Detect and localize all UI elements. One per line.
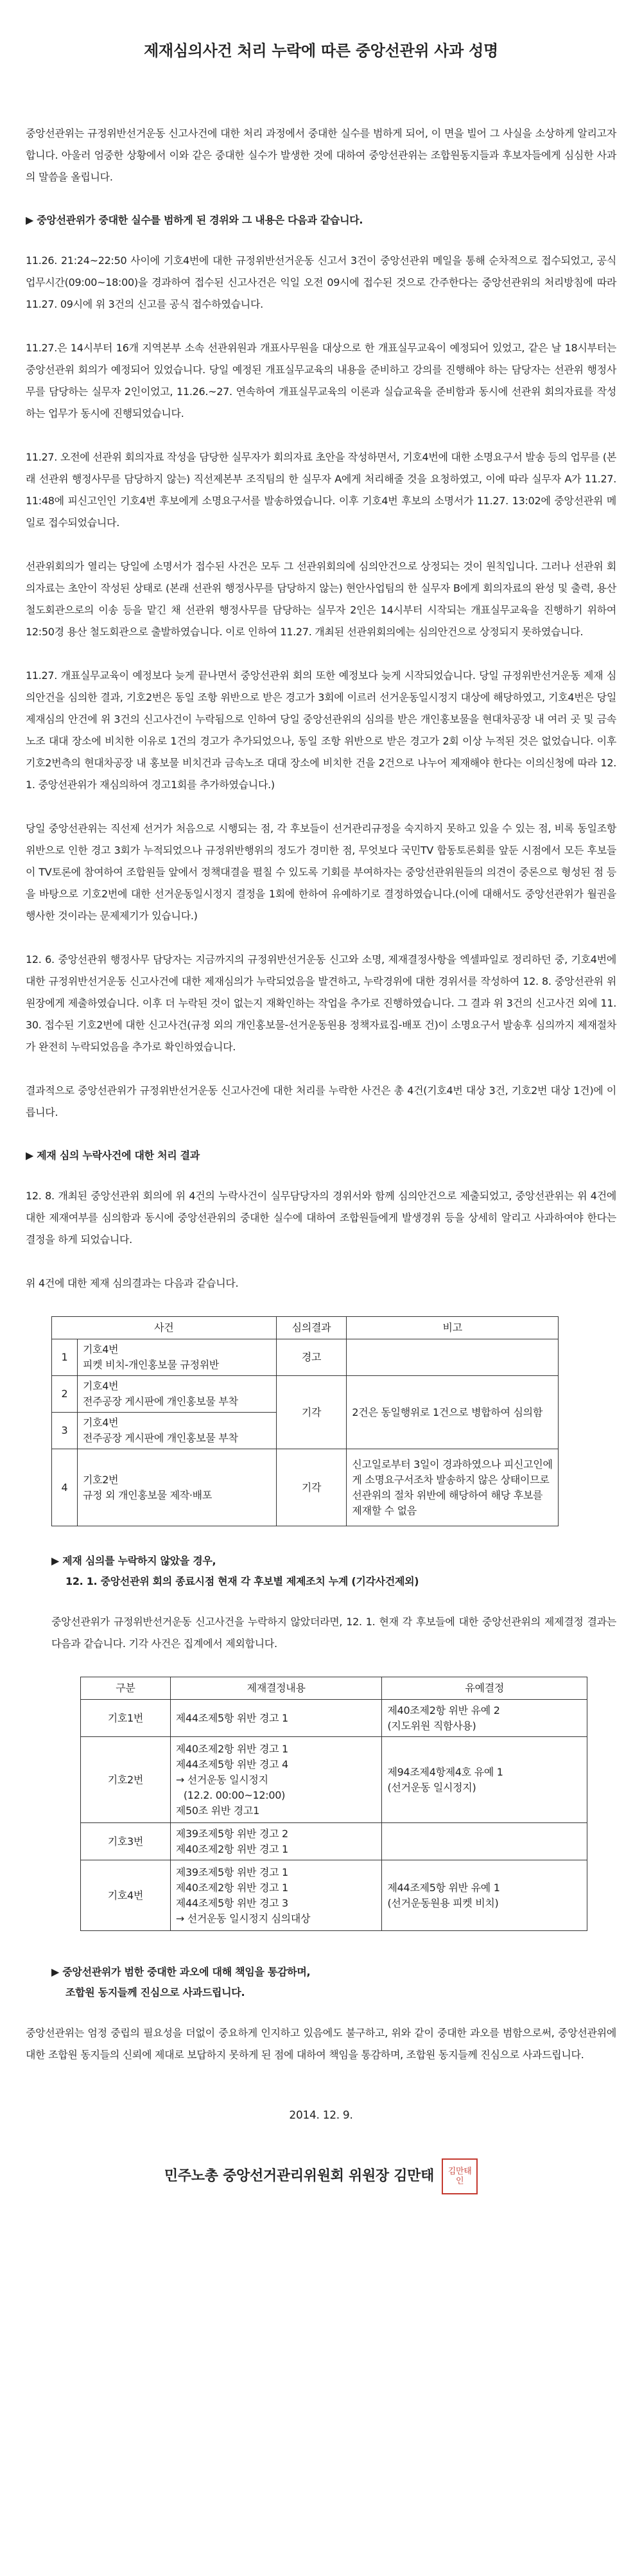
table-header-cell: 유예결정 — [382, 1677, 587, 1700]
content-line: 제39조제5항 위반 경고 2 — [175, 1827, 288, 1840]
section2-paragraph-2: 위 4건에 대한 제재 심의결과는 다음과 같습니다. — [26, 1277, 239, 1289]
content-cell — [170, 1823, 382, 1860]
table-row — [52, 1376, 559, 1413]
content-line: 제40조제2항 위반 경고 1 — [175, 1742, 288, 1755]
seal-text: 김만태인 — [447, 2167, 472, 2186]
table-row — [52, 1449, 559, 1526]
content-line: (12.2. 00:00~12:00) — [183, 1788, 286, 1801]
section1-paragraph-5: 11.27. 개표실무교육이 예정보다 늦게 끝나면서 중앙선관위 회의 또한 예정보다 늦게 시작되었습니다. 당일 규정위반선거운동 제재 심의안건을 심의한 결과, 기호2번은 동일 조항 위반으로 받은 경고가 3회에 이르러 선거운동일시정지 대상에 해당하였고, 기호4번은 당일 제재심의 안건에 위 3건의 신고사건이 누락됨으로 인하여 당일 중앙선관위의 심의를 받은 개인홍보물을 현대차공장 내 여러 곳 및 금속노조 대대 장소에 비치한 이유로 1건의 경고가 추가되었으나, 동일 조항 위반으로 받은 경고가 2회 이상 누적된 것은 없었습니다. 이후 기호2번측의 현대차공장 내 홍보물 비치건과 금속노조 대대 장소에 비치한 건을 2건으로 나누어 제재해야 한다는 이의신청에 따라 12. 1. 중앙선관위가 재심의하여 경고1회를 추가하였습니다.) — [26, 669, 616, 791]
content-cell — [170, 1860, 382, 1931]
table-row — [52, 1339, 559, 1376]
intro-paragraph: 중앙선관위는 규정위반선거운동 신고사건에 대한 처리 과정에서 중대한 실수를 범하게 되어, 이 면을 빌어 그 사실을 소상하게 알리고자 합니다. 아울러 엄중한 상황에서 이와 같은 중대한 실수가 발생한 것에 대하여 중앙선관위는 조합원동지들과 후보자들에게 심심한 사과의 말씀을 올립니다. — [26, 127, 616, 183]
section2-paragraph-1: 12. 8. 개최된 중앙선관위 회의에 위 4건의 누락사건이 실무담당자의 경위서와 함께 심의안건으로 제출되었고, 중앙선관위는 위 4건에 대한 제재여부를 심의함과 동시에 중앙선관위의 중대한 실수에 대하여 조합원들에게 발생경위 등을 상세히 알리고 사과하여야 한다는 결정을 하게 되었습니다. — [26, 1190, 616, 1246]
case-candidate: 기호4번 — [82, 1380, 119, 1392]
table-header-cell: 비고 — [347, 1317, 559, 1339]
candidate-cell: 기호4번 — [81, 1860, 171, 1931]
table-header-row — [81, 1677, 587, 1700]
result-cell: 기각 — [276, 1376, 347, 1449]
case-cell — [77, 1413, 276, 1449]
note-cell — [347, 1339, 559, 1376]
table-header-cell: 구분 — [81, 1677, 171, 1700]
signature-block — [26, 2158, 616, 2194]
case-cell — [77, 1376, 276, 1413]
review-result-table — [51, 1316, 559, 1526]
case-description: 규정 외 개인홍보물 제작·배포 — [82, 1488, 212, 1501]
section3-paragraph: 중앙선관위가 규정위반선거운동 신고사건을 누락하지 않았더라면, 12. 1. 현재 각 후보들에 대한 중앙선관위의 제제결정 결과는 다음과 같습니다. 기각 사건은 집계에서 제외합니다. — [51, 1616, 616, 1650]
sanction-total-table — [80, 1677, 587, 1931]
section1-paragraph-4: 선관위회의가 열리는 당일에 소명서가 접수된 사건은 모두 그 선관위회의에 심의안건으로 상정되는 것이 원칙입니다. 그러나 선관위 회의자료는 초안이 작성된 상태로 (본래 선관위 행정사무를 담당하지 않는) 현안사업팀의 한 실무자 B에게 회의자료의 완성 및 출력, 용산 철도회관으로의 이송 등을 맡긴 채 선관위 행정사무를 담당하는 실무자 2인은 14시부터 시작되는 개표실무교육을 진행하기 위하여 12:50경 용산 철도회관으로 출발하였습니다. 이로 인하여 11.27. 개최된 선관위회의에는 심의안건으로 상정되지 못하였습니다. — [26, 560, 616, 638]
deferral-line: 제40조제2항 위반 유예 2 — [387, 1704, 500, 1716]
content-line: 제44조제5항 위반 경고 3 — [175, 1896, 288, 1909]
section1-paragraph-8: 결과적으로 중앙선관위가 규정위반선거운동 신고사건에 대한 처리를 누락한 사건은 총 4건(기호4번 대상 3건, 기호2번 대상 1건)에 이릅니다. — [26, 1084, 616, 1118]
section3-header-line-1: ▶ 제재 심의를 누락하지 않았을 경우, — [51, 1555, 216, 1567]
result-cell: 경고 — [276, 1339, 347, 1376]
section4-header-line-1: ▶ 중앙선관위가 범한 중대한 과오에 대해 책임을 통감하며, — [51, 1966, 311, 1978]
table-header-cell: 제재결정내용 — [170, 1677, 382, 1700]
deferral-cell — [382, 1737, 587, 1823]
section4-header-line-2: 조합원 동지들께 진심으로 사과드립니다. — [65, 1986, 245, 1998]
content-line: 제39조제5항 위반 경고 1 — [175, 1866, 288, 1878]
candidate-cell: 기호3번 — [81, 1823, 171, 1860]
section1-paragraph-1: 11.26. 21:24~22:50 사이에 기호4번에 대한 규정위반선거운동 신고서 3건이 중앙선관위 메일을 통해 순차적으로 접수되었고, 공식 업무시간(09:00~18:00)을 경과하여 접수된 신고사건은 익일 오전 09시에 접수된 것으로 간주한다는 중앙선관위의 처리방침에 따라 11.27. 09시에 위 3건의 신고를 공식 접수하였습니다. — [26, 254, 616, 310]
deferral-cell — [382, 1860, 587, 1931]
row-number: 2 — [52, 1376, 78, 1413]
deferral-line: (선거운동 일시정지) — [387, 1781, 476, 1794]
row-number: 1 — [52, 1339, 78, 1376]
content-line: 제50조 위반 경고1 — [175, 1804, 259, 1817]
deferral-cell — [382, 1823, 587, 1860]
section1-paragraph-2: 11.27.은 14시부터 16개 지역본부 소속 선관위원과 개표사무원을 대상으로 한 개표실무교육이 예정되어 있었고, 같은 날 18시부터는 중앙선관위 회의가 예정되어 있었습니다. 당일 예정된 개표실무교육의 내용을 준비하고 강의를 진행해야 하는 담당자는 선관위 행정사무를 담당하는 실무자 2인이었고, 11.26.~27. 연속하여 개표실무교육의 이론과 실습교육을 준비함과 동시에 선관위 회의자료를 작성하는 업무가 동시에 진행되었습니다. — [26, 342, 616, 419]
case-description: 전주공장 게시판에 개인홍보물 부착 — [82, 1395, 238, 1407]
case-cell — [77, 1449, 276, 1526]
closing-paragraph: 중앙선관위는 엄정 중립의 필요성을 더없이 중요하게 인지하고 있음에도 불구하고, 위와 같이 중대한 과오를 범함으로써, 중앙선관위에 대한 조합원 동지들의 신뢰에 제대로 보답하지 못하게 된 점에 대하여 책임을 통감하며, 조합원 동지들께 진심으로 사과드립니다. — [26, 2027, 616, 2061]
deferral-line: 제44조제5항 위반 유예 1 — [387, 1881, 500, 1894]
section3-header — [26, 1551, 616, 1592]
content-cell — [170, 1737, 382, 1823]
case-candidate: 기호4번 — [82, 1416, 119, 1429]
section1-header: ▶ 중앙선관위가 중대한 실수를 범하게 된 경위와 그 내용은 다음과 같습니다. — [26, 214, 363, 226]
content-cell — [170, 1700, 382, 1737]
signature-text: 민주노총 중앙선거관리위원회 위원장 김만태 — [164, 2168, 435, 2184]
note-cell: 2건은 동일행위로 1건으로 병합하여 심의함 — [347, 1376, 559, 1449]
deferral-line: (지도위원 직함사용) — [387, 1719, 476, 1732]
section4-header — [26, 1962, 616, 2003]
note-cell: 신고일로부터 3일이 경과하였으나 피신고인에게 소명요구서조차 발송하지 않은 상태이므로 선관위의 절차 위반에 해당하여 해당 후보를 제재할 수 없음 — [347, 1449, 559, 1526]
content-line: 제40조제2항 위반 경고 1 — [175, 1842, 288, 1855]
case-description: 전주공장 게시판에 개인홍보물 부착 — [82, 1432, 238, 1444]
deferral-line: (선거운동원용 피켓 비치) — [387, 1896, 499, 1909]
statement-date: 2014. 12. 9. — [289, 2109, 353, 2122]
content-line: 제44조제5항 위반 경고 4 — [175, 1758, 288, 1770]
table-header-cell: 심의결과 — [276, 1317, 347, 1339]
content-line: 제44조제5항 위반 경고 1 — [175, 1711, 288, 1724]
table-row — [81, 1700, 587, 1737]
section2-header: ▶ 제재 심의 누락사건에 대한 처리 결과 — [26, 1149, 200, 1161]
section1-paragraph-6: 당일 중앙선관위는 직선제 선거가 처음으로 시행되는 점, 각 후보들이 선거관리규정을 숙지하지 못하고 있을 수 있는 점, 비록 동일조항 위반으로 인한 경고 3회가 누적되었으나 규정위반행위의 정도가 경미한 점, 무엇보다 국민TV 합동토론회를 앞둔 시점에서 모든 후보들이 TV토론에 참여하여 조합원들 앞에서 정책대결을 펼칠 수 있도록 기회를 부여하자는 중앙선관위원들의 의견이 중론으로 형성된 점 등을 바탕으로 기호2번에 대한 선거운동일시정지 결정을 1회에 한하여 유예하기로 결정하였습니다.(이에 대해서도 중앙선관위가 월권을 행사한 것이라는 문제제기가 있습니다.) — [26, 822, 616, 922]
candidate-cell: 기호2번 — [81, 1737, 171, 1823]
content-line: → 선거운동 일시정지 — [175, 1773, 268, 1786]
table-row — [81, 1860, 587, 1931]
table-header-cell: 사건 — [52, 1317, 277, 1339]
row-number: 4 — [52, 1449, 78, 1526]
case-description: 피켓 비치-개인홍보물 규정위반 — [82, 1359, 220, 1371]
case-candidate: 기호4번 — [82, 1343, 119, 1355]
deferral-line: 제94조제4항제4호 유예 1 — [387, 1765, 503, 1778]
section1-paragraph-7: 12. 6. 중앙선관위 행정사무 담당자는 지금까지의 규정위반선거운동 신고와 소명, 제재결정사항을 엑셀파일로 정리하던 중, 기호4번에 대한 규정위반선거운동 신고사건에 대한 제재심의가 누락되었음을 발견하고, 누락경위에 대한 경위서를 작성하여 12. 8. 중앙선관위 위원장에게 제출하였습니다. 이후 더 누락된 것이 없는지 재확인하는 작업을 추가로 진행하였습니다. 그 결과 위 3건의 신고사건 외에 11. 30. 접수된 기호2번에 대한 신고사건(규정 외의 개인홍보물-선거운동원용 정책자료집-배포 건)이 소명요구서 발송후 심의까지 제재절차가 완전히 누락되었음을 추가로 확인하였습니다. — [26, 953, 616, 1053]
table-row — [81, 1737, 587, 1823]
section3-header-line-2: 12. 1. 중앙선관위 회의 종료시점 현재 각 후보별 제제조치 누계 (기각사건제외) — [65, 1575, 419, 1587]
case-candidate: 기호2번 — [82, 1473, 119, 1486]
deferral-cell — [382, 1700, 587, 1737]
row-number: 3 — [52, 1413, 78, 1449]
official-seal-icon — [442, 2158, 478, 2194]
case-cell — [77, 1339, 276, 1376]
page-title: 제재심의사건 처리 누락에 따른 중앙선관위 사과 성명 — [144, 42, 498, 60]
section1-paragraph-3: 11.27. 오전에 선관위 회의자료 작성을 담당한 실무자가 회의자료 초안을 작성하면서, 기호4번에 대한 소명요구서 발송 등의 업무를 (본래 선관위 행정사무를 담당하지 않는) 직선제본부 조직팀의 한 실무자 A에게 처리해줄 것을 요청하였고, 이에 따라 실무자 A가 11.27. 11:48에 피신고인인 기호4번 후보에게 소명요구서를 발송하였습니다. 이후 기호4번 후보의 소명서가 11.27. 13:02에 중앙선관위 메일로 접수되었습니다. — [26, 451, 616, 529]
candidate-cell: 기호1번 — [81, 1700, 171, 1737]
content-line: → 선거운동 일시정지 심의대상 — [175, 1912, 311, 1925]
content-line: 제40조제2항 위반 경고 1 — [175, 1881, 288, 1894]
result-cell: 기각 — [276, 1449, 347, 1526]
table-row — [81, 1823, 587, 1860]
table-header-row — [52, 1317, 559, 1339]
